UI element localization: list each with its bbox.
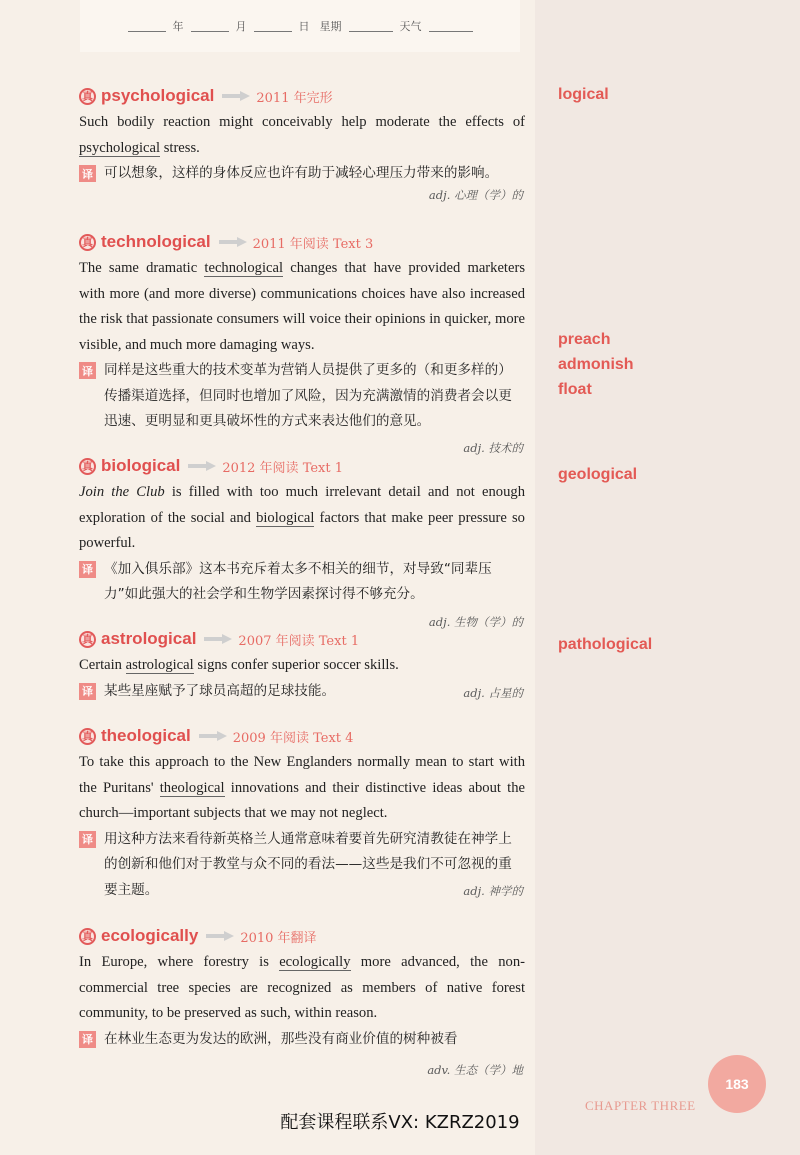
entry-translation bbox=[79, 827, 525, 904]
sentence-text: Such bodily reaction might conceivably help moderate the effects of bbox=[79, 114, 525, 130]
entry-source: 2011 年完形 bbox=[256, 90, 333, 106]
chapter-label: CHAPTER THREE bbox=[585, 1098, 696, 1113]
entry-word: technological bbox=[101, 232, 211, 251]
arrow-icon bbox=[206, 931, 234, 941]
yi-marker: 译 bbox=[79, 683, 96, 700]
zhen-marker: 真 bbox=[79, 728, 96, 745]
entry-header bbox=[79, 84, 525, 108]
key-word: astrological bbox=[125, 657, 194, 673]
page-number: 183 bbox=[708, 1055, 766, 1113]
entry-translation bbox=[79, 358, 525, 435]
translation-text: 某些星座赋予了球员高超的足球技能。 bbox=[104, 682, 336, 699]
part-of-speech: adj. 占星的 bbox=[463, 686, 523, 700]
entry-technological bbox=[79, 230, 525, 455]
arrow-icon bbox=[219, 237, 247, 247]
month-blank bbox=[191, 21, 229, 32]
entry-sentence bbox=[79, 950, 525, 1027]
translation-text: 在林业生态更为发达的欧洲，那些没有商业价值的树种被看 bbox=[104, 1030, 458, 1047]
entry-biological bbox=[79, 454, 525, 629]
zhen-marker: 真 bbox=[79, 458, 96, 475]
entry-source: 2007 年阅读 Text 1 bbox=[238, 633, 360, 649]
month-label: 月 bbox=[235, 20, 247, 33]
entry-header bbox=[79, 627, 525, 651]
translation-text: 《加入俱乐部》这本书充斥着太多不相关的细节，对导致“同辈压力”如此强大的社会学和生物学因素探讨得不够充分。 bbox=[104, 560, 492, 602]
entry-source: 2010 年翻译 bbox=[240, 930, 317, 946]
side-word-geological: geological bbox=[558, 466, 638, 483]
translation-text: 用这种方法来看待新英格兰人通常意味着要首先研究清教徒在神学上的创新和他们对于教堂与众不同的看法——这些是我们不可忽视的重要主题。 bbox=[104, 830, 512, 898]
yi-marker: 译 bbox=[79, 561, 96, 578]
side-word-admonish: admonish bbox=[558, 356, 634, 373]
sentence-text: The same dramatic bbox=[79, 260, 205, 276]
side-word-preach: preach bbox=[558, 331, 611, 348]
year-label: 年 bbox=[172, 20, 184, 33]
entry-sentence bbox=[79, 110, 525, 161]
sentence-text: factors that make peer pressure so powerful. bbox=[79, 509, 525, 551]
sentence-text: To take this approach to the New Englanders normally mean to start with the Puritans' bbox=[79, 754, 525, 796]
entry-source: 2011 年阅读 Text 3 bbox=[252, 236, 374, 252]
key-word: theological bbox=[159, 779, 225, 796]
entry-theological bbox=[79, 724, 525, 903]
part-of-speech: adj. 技术的 bbox=[463, 441, 523, 455]
entry-word: ecologically bbox=[101, 926, 199, 945]
year-blank bbox=[128, 21, 166, 32]
entry-translation bbox=[79, 1027, 525, 1053]
entry-sentence bbox=[79, 256, 525, 358]
date-header bbox=[80, 0, 520, 52]
entry-source: 2012 年阅读 Text 1 bbox=[222, 460, 344, 476]
entry-word: psychological bbox=[101, 86, 215, 105]
yi-marker: 译 bbox=[79, 362, 96, 379]
key-word: psychological bbox=[79, 139, 161, 156]
entry-astrological bbox=[79, 627, 525, 704]
entry-translation bbox=[79, 679, 525, 705]
sentence-text: is filled with too much irrelevant detail and not enough exploration of the social and bbox=[79, 484, 525, 526]
entry-psychological bbox=[79, 84, 525, 202]
arrow-icon bbox=[199, 731, 227, 741]
entry-sentence bbox=[79, 653, 525, 679]
entry-header bbox=[79, 724, 525, 748]
entry-source: 2009 年阅读 Text 4 bbox=[232, 730, 354, 746]
entry-header bbox=[79, 924, 525, 948]
yi-marker: 译 bbox=[79, 165, 96, 182]
zhen-marker: 真 bbox=[79, 631, 96, 648]
zhen-marker: 真 bbox=[79, 88, 96, 105]
yi-marker: 译 bbox=[79, 831, 96, 848]
arrow-icon bbox=[204, 634, 232, 644]
zhen-marker: 真 bbox=[79, 928, 96, 945]
part-of-speech: adj. 心理（学）的 bbox=[428, 188, 523, 202]
sentence-text: innovations and their distinctive ideas about the church—important subjects that we may not neglect. bbox=[79, 779, 525, 821]
translation-text: 同样是这些重大的技术变革为营销人员提供了更多的（和更多样的）传播渠道选择，但同时也增加了风险，因为充满激情的消费者会以更迅速、更明显和更具破坏性的方式来表达他们的意见。 bbox=[104, 362, 512, 429]
sentence-text: stress. bbox=[160, 139, 200, 156]
entry-word: theological bbox=[101, 726, 191, 745]
book-title: Join the Club bbox=[79, 484, 165, 500]
weather-blank bbox=[429, 21, 473, 32]
entry-word: astrological bbox=[101, 629, 197, 648]
entry-header bbox=[79, 230, 525, 254]
part-of-speech: adv. 生态（学）地 bbox=[427, 1063, 523, 1077]
day-blank bbox=[254, 21, 292, 32]
entry-sentence bbox=[79, 750, 525, 827]
side-word-float: float bbox=[558, 381, 592, 398]
key-word: biological bbox=[256, 509, 315, 526]
translation-text: 可以想象，这样的身体反应也许有助于减轻心理压力带来的影响。 bbox=[104, 165, 499, 181]
arrow-icon bbox=[188, 461, 216, 471]
part-of-speech: adj. 生物（学）的 bbox=[428, 615, 523, 629]
weather-label: 天气 bbox=[399, 20, 422, 33]
part-of-speech: adj. 神学的 bbox=[463, 884, 523, 898]
entry-word: biological bbox=[101, 456, 181, 475]
side-word-pathological: pathological bbox=[558, 636, 653, 653]
sentence-text: In Europe, where forestry is bbox=[79, 954, 280, 970]
weekday-label: 星期 bbox=[319, 20, 342, 33]
sentence-text: Certain bbox=[79, 657, 126, 673]
entry-header bbox=[79, 454, 525, 478]
side-word-logical: logical bbox=[558, 86, 609, 103]
entry-sentence bbox=[79, 480, 525, 557]
entry-translation bbox=[79, 161, 525, 187]
side-column bbox=[535, 0, 800, 1155]
arrow-icon bbox=[222, 91, 250, 101]
entry-translation bbox=[79, 557, 525, 608]
sentence-text: more advanced, the non-commercial tree species are recognized as members of native forest community, to be preserved as such, within reason. bbox=[79, 954, 525, 1021]
sentence-text: changes that have provided marketers with more (and more diverse) communications choices have also increased the risk that passionate consumers will voice their opinions in quicker, more visible, and much more damaging ways. bbox=[79, 260, 525, 353]
key-word: ecologically bbox=[279, 954, 351, 970]
sentence-text: signs confer superior soccer skills. bbox=[193, 657, 399, 673]
zhen-marker: 真 bbox=[79, 234, 96, 251]
day-label: 日 bbox=[298, 20, 310, 33]
entry-ecologically bbox=[79, 924, 525, 1077]
key-word: technological bbox=[204, 260, 284, 276]
yi-marker: 译 bbox=[79, 1031, 96, 1048]
weekday-blank bbox=[349, 21, 393, 32]
footer-contact: 配套课程联系VX: KZRZ2019 bbox=[280, 1112, 520, 1133]
